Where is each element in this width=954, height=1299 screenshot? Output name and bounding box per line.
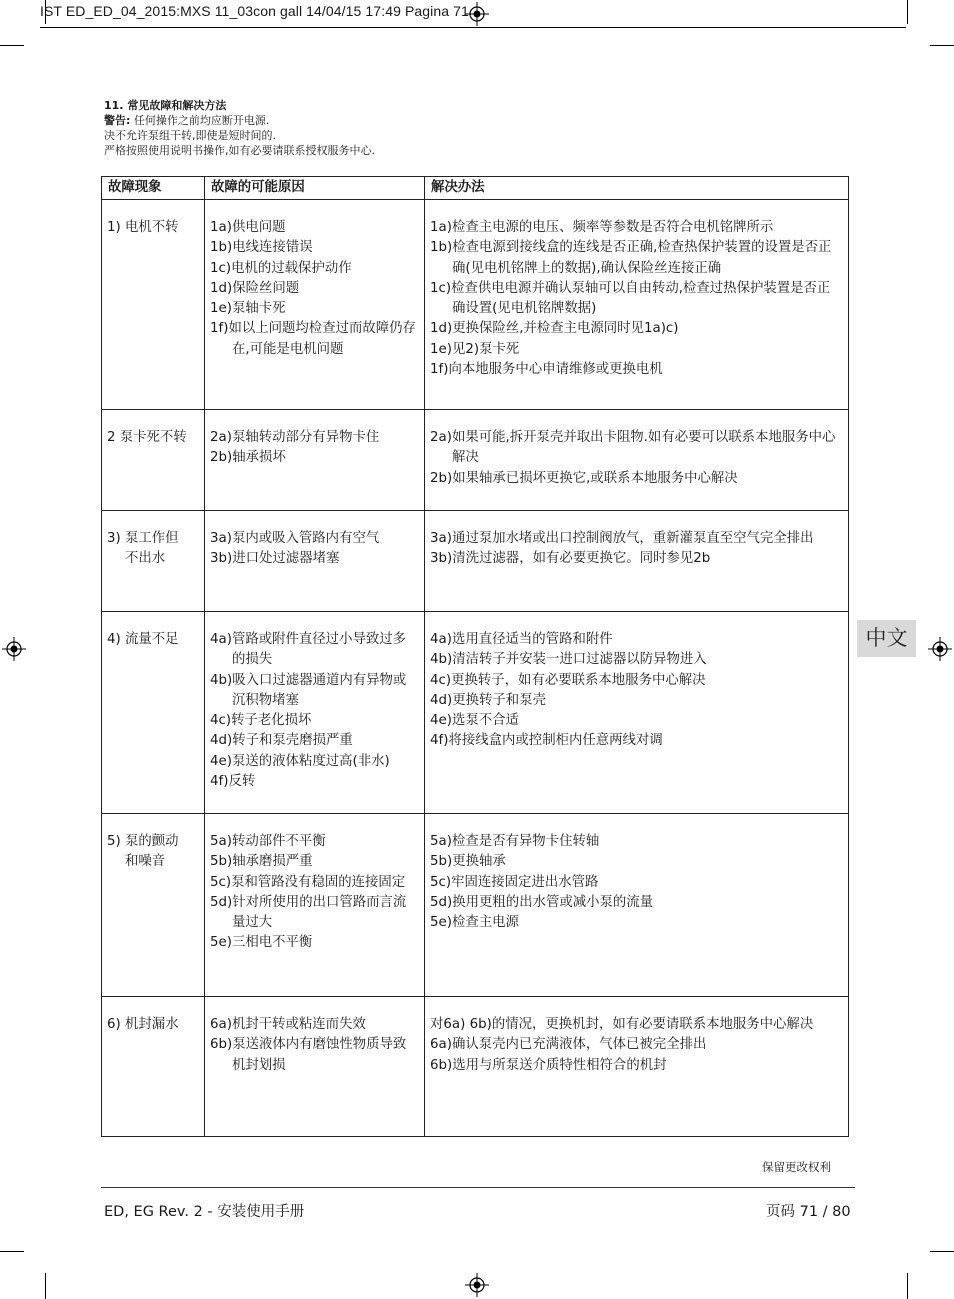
column-header-remedies: 解决办法 [425, 177, 849, 200]
symptom-cell [102, 612, 205, 814]
table-row [102, 997, 849, 1137]
symptom-cell [102, 997, 205, 1137]
table-row [102, 511, 849, 612]
column-header-causes: 故障的可能原因 [205, 177, 425, 200]
symptom-cell [102, 200, 205, 410]
symptom-cell-line: 6) 机封漏水 [107, 1017, 179, 1032]
crop-mark [0, 45, 24, 46]
crop-mark [907, 1273, 908, 1299]
warning-line: 严格按照使用说明书操作,如有必要请联系授权服务中心. [104, 144, 375, 157]
causes-cell [205, 200, 425, 410]
symptom-cell-line: 和噪音 [125, 854, 166, 870]
causes-cell [205, 511, 425, 612]
table-row [102, 814, 849, 997]
causes-cell-line: 1a)供电问题 [210, 220, 286, 235]
causes-cell-line: 1d)保险丝问题 [210, 280, 300, 296]
warning-line: 决不允许泵组干转,即使是短时间的. [104, 129, 276, 142]
symptom-cell-line: 5) 泵的颤动 [107, 834, 179, 849]
symptom-cell-line: 不出水 [125, 551, 166, 567]
crop-mark [930, 1251, 954, 1252]
causes-cell-line: 4f)反转 [210, 774, 256, 790]
remedies-cell-line: 3a)通过泵加水堵或出口控制阀放气，重新灌泵直至空气完全排出 [430, 531, 814, 546]
causes-cell-line: 4c)转子老化损坏 [210, 713, 312, 729]
remedies-cell [425, 814, 849, 997]
causes-cell [205, 410, 425, 511]
registration-mark-icon [465, 2, 489, 26]
column-header-symptom: 故障现象 [102, 177, 205, 200]
remedies-cell-line: 4f)将接线盒内或控制柜内任意两线对调 [430, 733, 663, 749]
registration-mark-icon [2, 637, 26, 661]
remedies-cell-line: 1e)见2)泵卡死 [430, 341, 520, 357]
footer-manual-title: ED, EG Rev. 2 - 安装使用手册 [104, 1204, 305, 1220]
remedies-cell-line: 1b)检查电源到接线盒的连线是否正确,检查热保护装置的设置是否正确(见电机铭牌上的数据),确认保险丝连接正确 [430, 240, 832, 276]
symptom-cell [102, 511, 205, 612]
crop-mark [930, 45, 954, 46]
causes-cell-line: 4a)管路或附件直径过小导致过多的损失 [210, 632, 407, 668]
remedies-cell-line: 对6a) 6b)的情况，更换机封，如有必要请联系本地服务中心解决 [430, 1017, 814, 1032]
causes-cell [205, 612, 425, 814]
warning-label: 警告: [104, 114, 131, 127]
remedies-cell [425, 200, 849, 410]
crop-mark [45, 1273, 46, 1299]
table-row [102, 612, 849, 814]
remedies-cell-line: 3b)清洗过滤器，如有必要更换它。同时参见2b [430, 551, 711, 567]
symptom-cell [102, 814, 205, 997]
causes-cell-line: 6b)泵送液体内有磨蚀性物质导致机封划损 [210, 1037, 407, 1073]
remedies-cell-line: 5b)更换轴承 [430, 854, 506, 870]
remedies-cell-line: 6a)确认泵壳内已充满液体，气体已被完全排出 [430, 1037, 707, 1053]
warning-text: 任何操作之前均应断开电源. [130, 114, 270, 127]
causes-cell-line: 1c)电机的过载保护动作 [210, 260, 352, 276]
remedies-cell [425, 997, 849, 1137]
remedies-cell-line: 6b)选用与所泵送介质特性相符合的机封 [430, 1057, 667, 1073]
causes-cell [205, 814, 425, 997]
remedies-cell-line: 1f)向本地服务中心申请维修或更换电机 [430, 362, 663, 378]
remedies-cell-line: 4c)更换转子，如有必要联系本地服务中心解决 [430, 672, 706, 688]
warning-line [104, 113, 375, 128]
causes-cell-line: 1b)电线连接错误 [210, 240, 313, 256]
remedies-cell-line: 1a)检查主电源的电压、频率等参数是否符合电机铭牌所示 [430, 220, 774, 235]
remedies-cell-line: 1d)更换保险丝,并检查主电源同时见1a)c) [430, 321, 679, 337]
causes-cell-line: 1f)如以上问题均检查过而故障仍存在,可能是电机问题 [210, 321, 416, 357]
rights-reserved-note: 保留更改权利 [762, 1160, 831, 1174]
crop-mark [907, 0, 908, 24]
symptom-cell-line: 4) 流量不足 [107, 632, 179, 647]
table-row [102, 410, 849, 511]
symptom-cell-line: 1) 电机不转 [107, 220, 179, 235]
registration-mark-icon [465, 1273, 489, 1297]
symptom-cell-line: 3) 泵工作但 [107, 531, 179, 546]
slug-text: IST ED_ED_04_2015:MXS 11_03con gall 14/04/15 17:49 Pagina 71 [40, 3, 469, 19]
causes-cell-line: 5d)针对所使用的出口管路而言流量过大 [210, 894, 407, 931]
causes-cell-line: 2b)轴承损坏 [210, 450, 286, 466]
causes-cell-line: 5b)轴承磨损严重 [210, 854, 313, 870]
remedies-cell-line: 4e)选泵不合适 [430, 713, 519, 729]
remedies-cell-line: 5a)检查是否有异物卡住转轴 [430, 834, 600, 849]
remedies-cell-line: 2b)如果轴承已损坏更换它,或联系本地服务中心解决 [430, 470, 738, 486]
crop-mark [0, 1251, 24, 1252]
causes-cell-line: 4d)转子和泵壳磨损严重 [210, 733, 353, 749]
remedies-cell [425, 511, 849, 612]
remedies-cell-line: 4a)选用直径适当的管路和附件 [430, 632, 613, 647]
causes-cell-line: 5a)转动部件不平衡 [210, 834, 326, 849]
remedies-cell-line: 5d)换用更粗的出水管或减小泵的流量 [430, 894, 654, 910]
symptom-cell-line: 2 泵卡死不转 [107, 430, 187, 445]
remedies-cell-line: 5c)牢固连接固定进出水管路 [430, 874, 599, 890]
remedies-cell-line: 1c)检查供电电源并确认泵轴可以自由转动,检查过热保护装置是否正确设置(见电机铭牌数据) [430, 280, 831, 317]
remedies-cell [425, 410, 849, 511]
causes-cell-line: 3a)泵内或吸入管路内有空气 [210, 531, 380, 546]
causes-cell-line: 5c)泵和管路没有稳固的连接固定 [210, 874, 406, 890]
section-title: 11. 常见故障和解决方法 [104, 99, 227, 112]
causes-cell-line: 5e)三相电不平衡 [210, 935, 313, 951]
causes-cell-line: 4e)泵送的液体粘度过高(非水) [210, 753, 390, 769]
remedies-cell [425, 612, 849, 814]
language-tab: 中文 [857, 620, 916, 657]
causes-cell-line: 3b)进口处过滤器堵塞 [210, 551, 340, 567]
causes-cell [205, 997, 425, 1137]
remedies-cell-line: 2a)如果可能,拆开泵壳并取出卡阻物.如有必要可以联系本地服务中心解决 [430, 430, 836, 466]
section-intro [104, 98, 375, 158]
remedies-cell-line: 5e)检查主电源 [430, 915, 519, 931]
symptom-cell [102, 410, 205, 511]
causes-cell-line: 1e)泵轴卡死 [210, 301, 286, 317]
registration-mark-icon [928, 637, 952, 661]
causes-cell-line: 4b)吸入口过滤器通道内有异物或沉积物堵塞 [210, 672, 407, 708]
causes-cell-line: 6a)机封干转或粘连而失效 [210, 1017, 366, 1032]
causes-cell-line: 2a)泵轴转动部分有异物卡住 [210, 430, 380, 445]
troubleshooting-table [101, 176, 849, 1137]
footer-page-number: 页码 71 / 80 [766, 1204, 851, 1220]
remedies-cell-line: 4b)清洁转子并安装一进口过滤器以防异物进入 [430, 652, 707, 668]
footer-rule [101, 1187, 855, 1188]
table-row [102, 200, 849, 410]
table-header-row [102, 177, 849, 200]
remedies-cell-line: 4d)更换转子和泵壳 [430, 692, 546, 708]
